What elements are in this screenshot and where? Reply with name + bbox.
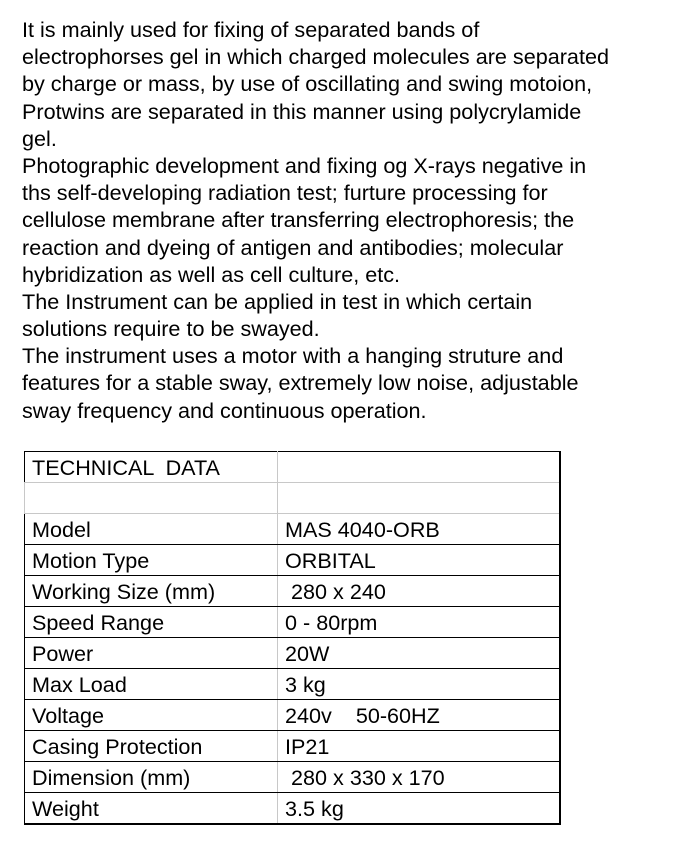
table-row xyxy=(25,762,560,793)
spec-value: 280 x 330 x 170 xyxy=(278,762,560,793)
table-row xyxy=(25,638,560,669)
table-row xyxy=(25,669,560,700)
spec-value: ORBITAL xyxy=(278,545,560,576)
spec-label: Casing Protection xyxy=(25,731,278,762)
spec-label: Working Size (mm) xyxy=(25,576,278,607)
blank-cell xyxy=(25,483,278,514)
text-line: The Instrument can be applied in test in which certain xyxy=(22,288,533,314)
text-line: gel. xyxy=(22,125,57,151)
text-line: hybridization as well as cell culture, etc. xyxy=(22,261,401,287)
text-line: electrophorses gel in which charged molecules are separated xyxy=(22,44,609,70)
spec-label: Max Load xyxy=(25,669,278,700)
table-row xyxy=(25,514,560,545)
table-row xyxy=(25,731,560,762)
text-line: ths self-developing radiation test; furture processing for xyxy=(22,180,548,206)
text-line: Photographic development and fixing og X-rays negative in xyxy=(22,152,587,178)
spec-label: Motion Type xyxy=(25,545,278,576)
table-row xyxy=(25,700,560,731)
table-row xyxy=(25,607,560,638)
text-line: reaction and dyeing of antigen and antibodies; molecular xyxy=(22,234,564,260)
description-text xyxy=(22,16,677,424)
spec-label: Power xyxy=(25,638,278,669)
table-heading-row xyxy=(25,452,560,483)
table-row xyxy=(25,793,560,825)
spec-label: Weight xyxy=(25,793,278,825)
description-paragraph xyxy=(22,16,677,424)
text-line: sway frequency and continuous operation. xyxy=(22,397,427,423)
table-blank-row xyxy=(25,483,560,514)
table-row xyxy=(25,545,560,576)
table-row xyxy=(25,576,560,607)
text-line: features for a stable sway, extremely low noise, adjustable xyxy=(22,370,579,396)
text-line: by charge or mass, by use of oscillating and swing motoion, xyxy=(22,71,593,97)
blank-cell xyxy=(278,483,560,514)
text-line: Protwins are separated in this manner using polycrylamide xyxy=(22,98,582,124)
spec-label: Dimension (mm) xyxy=(25,762,278,793)
spec-label: Model xyxy=(25,514,278,545)
spec-value: 0 - 80rpm xyxy=(278,607,560,638)
spec-value: 280 x 240 xyxy=(278,576,560,607)
spec-value: 3.5 kg xyxy=(278,793,560,825)
text-line: The instrument uses a motor with a hanging struture and xyxy=(22,343,564,369)
spec-value: 20W xyxy=(278,638,560,669)
spec-value: MAS 4040-ORB xyxy=(278,514,560,545)
spec-label: Voltage xyxy=(25,700,278,731)
technical-data-heading-value xyxy=(278,452,560,483)
spec-value: IP21 xyxy=(278,731,560,762)
spec-label: Speed Range xyxy=(25,607,278,638)
technical-data-heading: TECHNICAL DATA xyxy=(25,452,278,483)
spec-value: 240v 50-60HZ xyxy=(278,700,560,731)
text-line: solutions require to be swayed. xyxy=(22,316,320,342)
spec-value: 3 kg xyxy=(278,669,560,700)
text-line: cellulose membrane after transferring electrophoresis; the xyxy=(22,207,575,233)
technical-data-table xyxy=(24,451,561,825)
text-line: It is mainly used for fixing of separated bands of xyxy=(22,17,480,42)
